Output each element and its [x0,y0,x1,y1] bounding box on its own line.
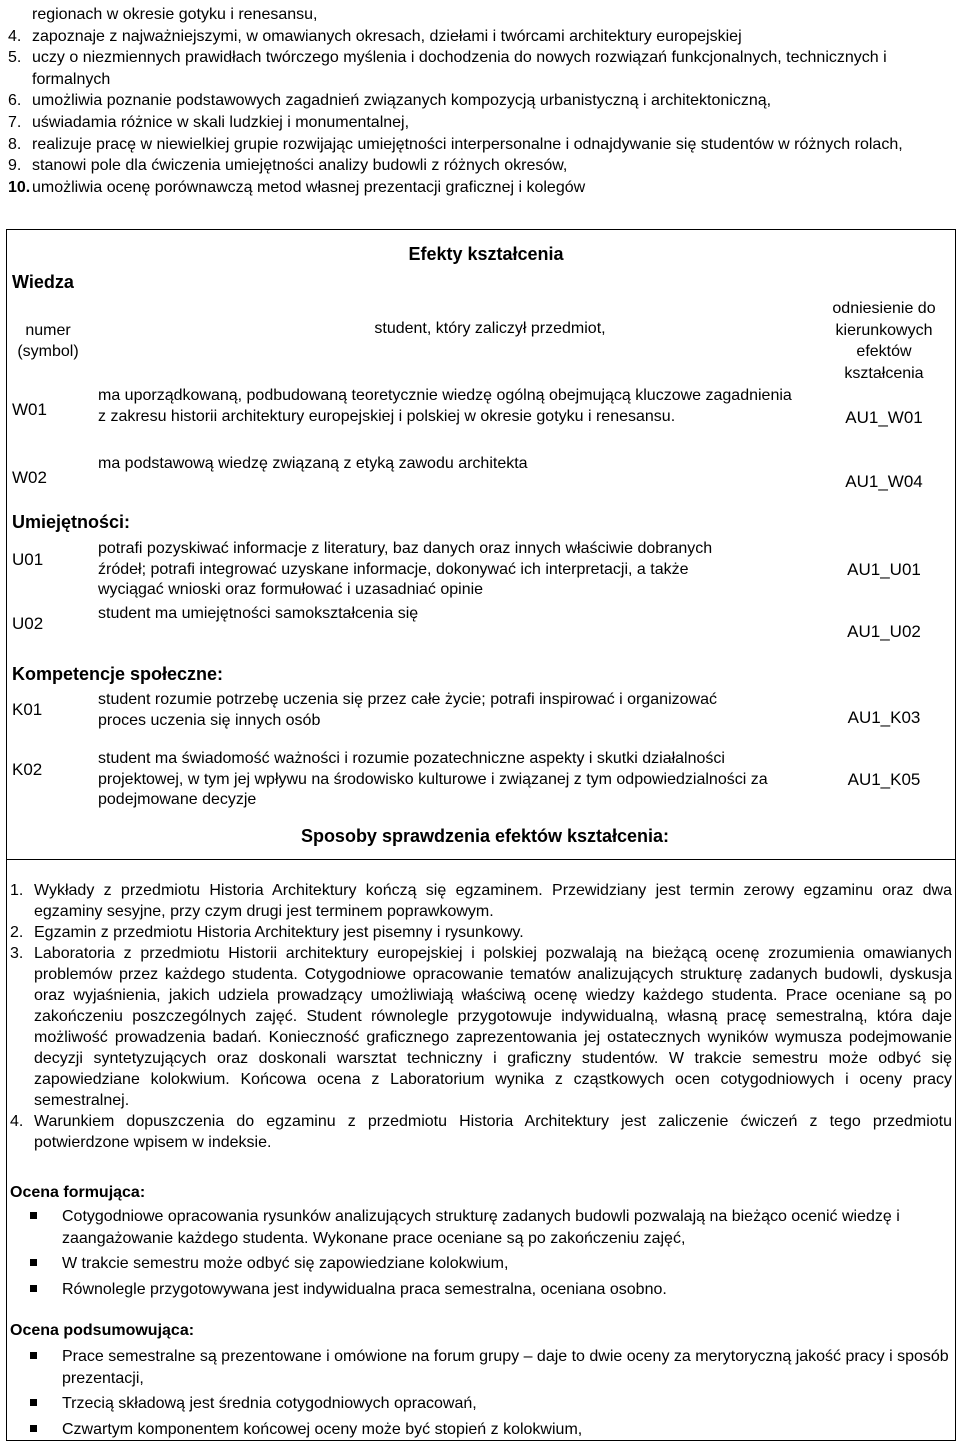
section-divider [6,859,956,860]
effect-symbol: U02 [12,614,44,633]
bullet-square-icon [30,1259,37,1266]
summative-list [30,1346,950,1444]
list-item: 9. stanowi pole dla ćwiczenia umiejętności analizy budowli z różnych okresów, [8,157,568,175]
effect-description: student rozumie potrzebę uczenia się przez całe życie; potrafi inspirować i organizować proces uczenia się innych osób [98,691,717,729]
wiedza-header: Wiedza [12,272,74,292]
effect-reference: AU1_U02 [847,622,921,641]
list-item: Prace semestralne są prezentowane i omówione na forum grupy – daje to dwie oceny za merytoryczną jakość pracy i sposób prezentacji, [30,1346,950,1389]
list-item: Równolegle przygotowywana jest indywidualna praca semestralna, oceniana osobno. [30,1279,950,1301]
list-item: 5. uczy o niezmiennych prawidłach twórczego myślenia i dochodzenia do nowych rozwiązań funkcjonalnych, technicznych i formalnych [8,49,887,88]
effect-description: student ma świadomość ważności i rozumie pozatechniczne aspekty i skutki działalności projektowej, w tym jej wpływu na środowisko kulturowe i związanej z tym odpowiedzialności za podejmowane decyzje [98,750,768,808]
bullet-square-icon [30,1425,37,1432]
effect-reference: AU1_W01 [845,408,923,427]
list-item: W trakcie semestru może odbyć się zapowiedziane kolokwium, [30,1253,950,1275]
effect-description: student ma umiejętności samokształcenia się [98,605,419,622]
assessment-list [10,880,952,1153]
list-item: 3. Laboratoria z przedmiotu Historii architektury europejskiej i polskiej pozwalają na bieżącą ocenę zrozumienia omawianych problemów przez każdego studenta. Cotygodniowe opracowanie tematów analizujących strukturę zadanych budowli, dyskusja oraz wyjaśnienia, jakich udziela prowadzący umożliwiają właściwą ocenę wiedzy każdego studenta. Prace oceniane są po zakończeniu poszczególnych zajęć. Student równolegle przygotowuje indywidualną, własną pracę semestralną, która daje możliwość prowadzenia badań. Konieczność graficznego zaprezentowania jej ostatecznych wyników wymusza podejmowanie decyzji syntetyzujących oraz doskonali warsztat techniczny i graficzny studentów. W trakcie semestru może odbyć się zapowiedziane kolokwium. Końcowa ocena z Laboratorium wynika z cząstkowych ocen cotygodniowych i oceny pracy semestralnej. [10,945,952,1109]
list-item: regionach w okresie gotyku i renesansu, [32,6,318,23]
objectives-list [8,4,952,198]
effect-reference: AU1_W04 [845,472,923,491]
summative-title: Ocena podsumowująca: [10,1322,195,1339]
list-item: Czwartym komponentem końcowej oceny może być stopień z kolokwium, [30,1419,950,1441]
symbol-header: numer (symbol) [17,322,79,360]
list-item: 4. zapoznaje z najważniejszymi, w omawianych okresach, dziełami i twórcami architektury europejskiej [8,27,742,45]
effect-reference: AU1_U01 [847,560,921,579]
student-header: student, który zaliczył przedmiot, [374,320,606,337]
effects-title: Efekty kształcenia [408,244,564,264]
effect-description: potrafi pozyskiwać informacje z literatury, baz danych oraz innych właściwie dobranych źródeł; potrafi integrować uzyskane informacje, dokonywać ich interpretacji, a także wyciągać wnioski oraz formułować i uzasadniać opinie [98,540,713,598]
formative-list [30,1206,950,1304]
list-item: Cotygodniowe opracowania rysunków analizujących strukturę zadanych budowli pozwalają na bieżąco ocenić wiedzę i zaangażowanie każdego studenta. Wykonane prace oceniane są po zakończeniu zajęć, [30,1206,950,1249]
list-item: Trzecią składową jest średnia cotygodniowych opracowań, [30,1393,950,1415]
effect-reference: AU1_K05 [847,770,921,789]
bullet-square-icon [30,1212,37,1219]
assessment-title: Sposoby sprawdzenia efektów kształcenia: [300,826,670,846]
kompetencje-header: Kompetencje społeczne: [12,664,224,684]
umiejetnosci-header: Umiejętności: [12,512,131,532]
effect-symbol: W02 [12,468,47,487]
effect-description: ma podstawową wiedzę związaną z etyką zawodu architekta [98,455,528,472]
effect-reference: AU1_K03 [847,708,921,727]
list-item: 7. uświadamia różnice w skali ludzkiej i monumentalnej, [8,113,410,131]
effect-symbol: W01 [12,400,47,419]
effect-description: ma uporządkowaną, podbudowaną teoretycznie wiedzę ogólną obejmującą kluczowe zagadnienia z zakresu historii architektury europejskiej i polskiej w okresie gotyku i renesansu. [98,387,792,425]
list-item: 4. Warunkiem dopuszczenia do egzaminu z przedmiotu Historia Architektury jest zaliczenie ćwiczeń z tego przedmiotu potwierdzone wpisem w indeksie. [10,1113,952,1151]
list-item: 1. Wykłady z przedmiotu Historia Architektury kończą się egzaminem. Przewidziany jest termin zerowy egzaminu oraz dwa egzaminy sesyjne, przy czym drugi jest terminem poprawkowym. [10,882,952,920]
reference-header: odniesienie do kierunkowych efektów kształcenia [832,300,936,382]
effect-symbol: U01 [12,550,44,569]
effect-symbol: K01 [12,700,43,719]
effect-symbol: K02 [12,760,43,779]
list-item: 8. realizuje pracę w niewielkiej grupie rozwijając umiejętności interpersonalne i odnajdywanie się studentów w różnych rolach, [8,135,903,153]
list-item: 6. umożliwia poznanie podstawowych zagadnień związanych kompozycją urbanistyczną i architektoniczną, [8,92,772,110]
list-item: 2. Egzamin z przedmiotu Historia Architektury jest pisemny i rysunkowy. [10,924,524,941]
formative-title: Ocena formująca: [10,1184,146,1201]
list-item: 10. umożliwia ocenę porównawczą metod własnej prezentacji graficznej i kolegów [8,178,586,196]
bullet-square-icon [30,1399,37,1406]
bullet-square-icon [30,1352,37,1359]
bullet-square-icon [30,1285,37,1292]
